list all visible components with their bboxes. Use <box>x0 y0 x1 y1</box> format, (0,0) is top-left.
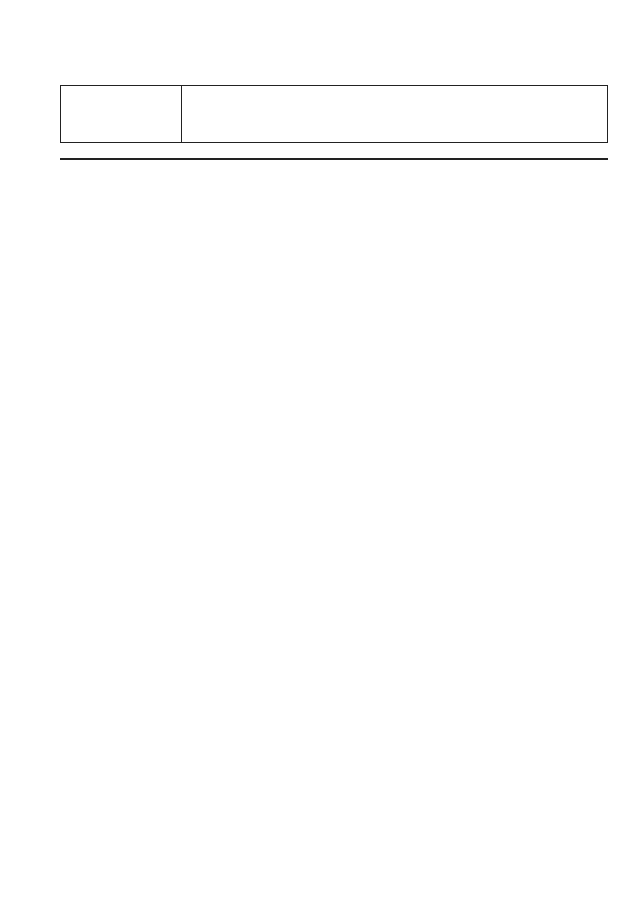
stages-value-cell <box>182 86 608 143</box>
document-page <box>60 70 608 160</box>
stages-table <box>60 85 608 143</box>
budget-label-cell <box>61 159 184 160</box>
budget-value-cell <box>184 159 608 160</box>
table-row <box>61 86 608 143</box>
opening-quote <box>60 143 608 158</box>
budget-table <box>60 158 608 160</box>
table-row <box>61 159 608 160</box>
stages-label-cell <box>61 86 182 143</box>
opening-quote <box>60 70 608 85</box>
